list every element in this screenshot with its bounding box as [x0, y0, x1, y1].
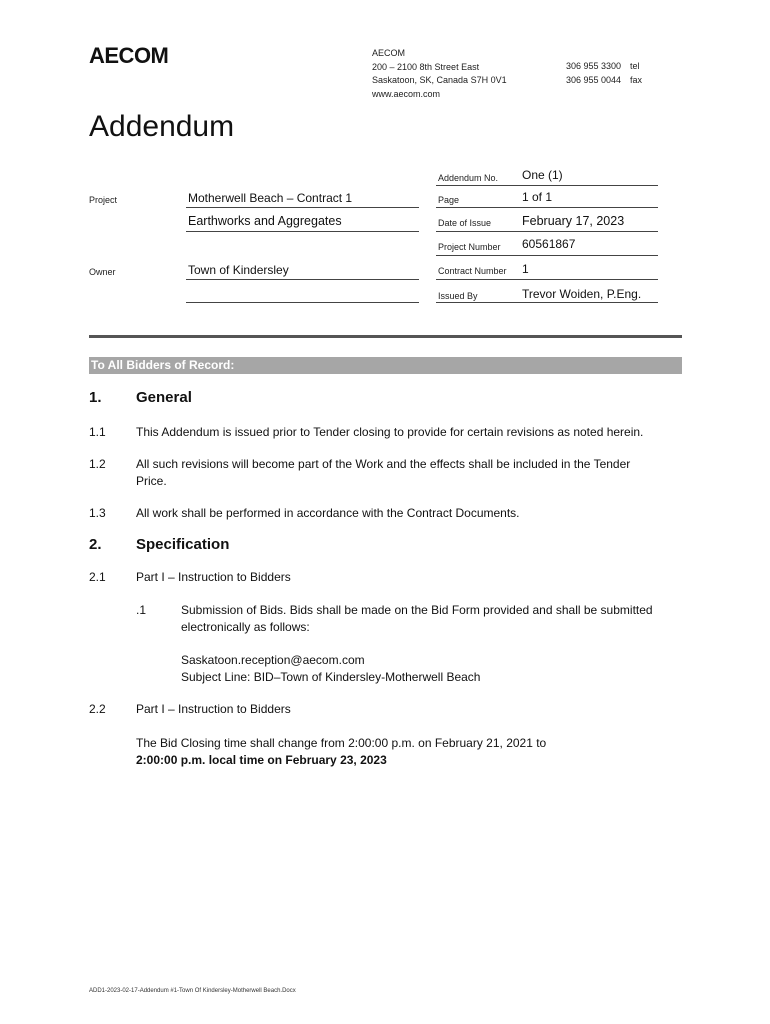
- divider: [186, 231, 419, 232]
- phone-labels: [630, 60, 642, 87]
- fax-number: 306 955 0044: [566, 74, 622, 85]
- bid-closing-change: [136, 735, 546, 768]
- item-2-2-text: Part I – Instruction to Bidders: [136, 702, 291, 716]
- item-2-1-number: 2.1: [89, 570, 106, 584]
- owner-value: Town of Kindersley: [188, 263, 289, 277]
- aecom-logo: AECOM: [89, 43, 169, 68]
- item-1-1-number: 1.1: [89, 425, 106, 439]
- banner-text: To All Bidders of Record:: [91, 358, 235, 372]
- item-2-1-1-line-2: electronically as follows:: [181, 619, 310, 634]
- divider: [436, 185, 658, 186]
- item-1-3-number: 1.3: [89, 506, 106, 520]
- issued-by-label: Issued By: [438, 291, 478, 301]
- contract-number-value: 1: [522, 262, 529, 276]
- project-number-label: Project Number: [438, 242, 501, 252]
- section-2-number: 2.: [89, 536, 102, 553]
- contract-number-label: Contract Number: [438, 266, 507, 276]
- item-1-2-number: 1.2: [89, 457, 106, 471]
- section-rule: [89, 335, 682, 338]
- item-2-1-1-number: .1: [136, 603, 147, 617]
- section-1-number: 1.: [89, 389, 102, 406]
- issued-by-value: Trevor Woiden, P.Eng.: [522, 287, 642, 301]
- project-line-2: Earthworks and Aggregates: [188, 214, 342, 228]
- divider: [436, 231, 658, 232]
- item-2-2-number: 2.2: [89, 702, 106, 716]
- project-number-value: 60561867: [522, 237, 576, 251]
- address-line-2: Saskatoon, SK, Canada S7H 0V1: [372, 75, 507, 85]
- date-of-issue-value: February 17, 2023: [522, 214, 625, 228]
- item-2-1-1-text: [181, 602, 653, 635]
- item-1-3-text: All work shall be performed in accordance with the Contract Documents.: [136, 506, 520, 520]
- item-2-1-1-line-1: Submission of Bids. Bids shall be made on the Bid Form provided and shall be submitted: [181, 603, 653, 617]
- page-label: Page: [438, 195, 460, 205]
- divider: [186, 207, 419, 208]
- fax-label: fax: [630, 74, 643, 85]
- item-1-2-text: [136, 456, 630, 489]
- section-2-title: Specification: [136, 536, 230, 553]
- bid-closing-line-1: The Bid Closing time shall change from 2:00:00 p.m. on February 21, 2021 to: [136, 736, 547, 750]
- footer-filename: ADD1-2023-02-17-Addendum #1-Town Of Kindersley-Motherwell Beach.Docx: [89, 988, 296, 994]
- submission-subject-line: Subject Line: BID–Town of Kindersley-Motherwell Beach: [181, 669, 481, 684]
- bid-closing-line-2: 2:00:00 p.m. local time on February 23, 2023: [136, 752, 387, 767]
- phone-numbers: [566, 60, 621, 87]
- item-1-2-line-1: All such revisions will become part of the Work and the effects shall be included in the Tender: [136, 457, 631, 471]
- address-line-1: 200 – 2100 8th Street East: [372, 61, 480, 72]
- divider: [436, 279, 658, 280]
- submission-details: [181, 652, 480, 685]
- divider: [436, 207, 658, 208]
- date-of-issue-label: Date of Issue: [438, 218, 492, 228]
- item-1-2-line-2: Price.: [136, 473, 167, 488]
- submission-email: Saskatoon.reception@aecom.com: [181, 653, 365, 667]
- addendum-no-value: One (1): [522, 168, 563, 182]
- tel-number: 306 955 3300: [566, 61, 622, 71]
- item-1-1-text: This Addendum is issued prior to Tender closing to provide for certain revisions as noted herein.: [136, 425, 644, 439]
- project-label: Project: [89, 195, 118, 205]
- page-value: 1 of 1: [522, 190, 553, 204]
- company-name: AECOM: [372, 48, 406, 58]
- divider: [186, 279, 419, 280]
- project-line-1: Motherwell Beach – Contract 1: [188, 191, 353, 205]
- company-address-block: [372, 47, 507, 101]
- divider: [436, 255, 658, 256]
- owner-label: Owner: [89, 267, 116, 277]
- bidders-banner: [89, 357, 682, 374]
- document-title: Addendum: [89, 110, 235, 143]
- item-2-1-text: Part I – Instruction to Bidders: [136, 570, 291, 584]
- tel-label: tel: [630, 61, 640, 71]
- addendum-no-label: Addendum No.: [438, 173, 499, 183]
- website: www.aecom.com: [372, 88, 441, 99]
- divider: [186, 302, 419, 303]
- section-1-title: General: [136, 389, 192, 406]
- divider: [436, 302, 658, 303]
